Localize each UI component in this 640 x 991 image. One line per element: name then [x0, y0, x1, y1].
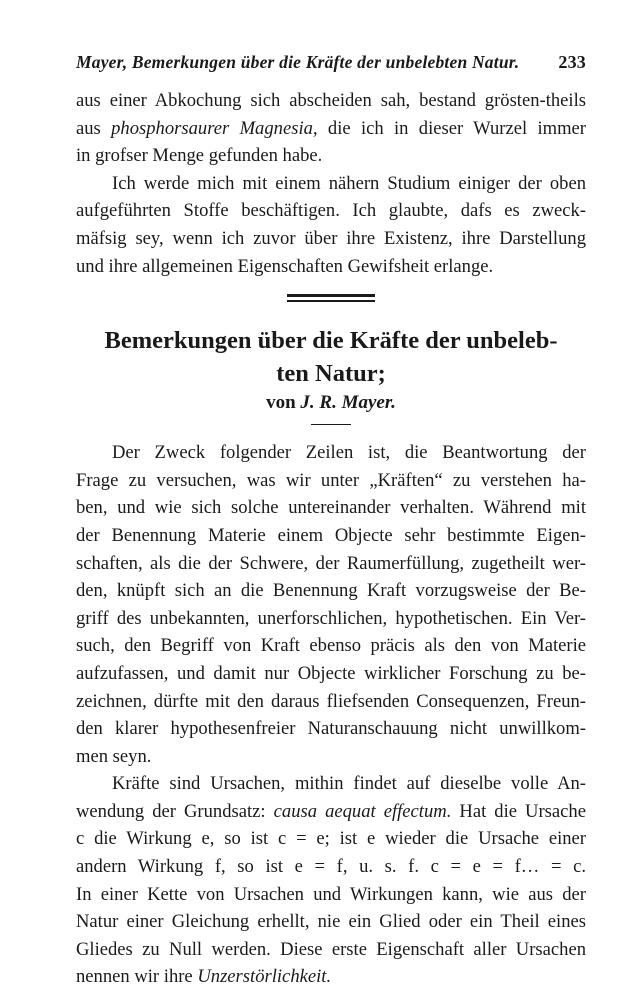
text-line: der Benennung Materie einem Objecte sehr bestimmte Eigen- — [76, 524, 586, 546]
text-line — [76, 963, 586, 991]
text-fragment: Hat die Ursache — [459, 800, 586, 822]
text-line: Kräfte sind Ursachen, mithin findet auf dieselbe volle An- — [112, 773, 586, 795]
section-divider — [287, 294, 375, 302]
article-author — [76, 392, 586, 414]
paragraph-intent — [76, 170, 586, 280]
text-line: Frage zu versuchen, was wir unter „Kräften“ zu verstehen ha- — [76, 469, 586, 491]
text-line: Gliedes zu Null werden. Diese erste Eigenschaft aller Ursachen — [76, 938, 586, 960]
text-line: aufgeführten Stoffe beschäftigen. Ich glaubte, dafs es zweck- — [76, 200, 586, 222]
text-line: Ich werde mich mit einem nähern Studium einiger der oben — [112, 172, 586, 194]
running-head — [76, 52, 586, 73]
text-line: In einer Kette von Ursachen und Wirkungen kann, wie aus der — [76, 883, 586, 905]
page-number: 233 — [558, 52, 586, 72]
running-title: Mayer, Bemerkungen über die Kräfte der unbelebten Natur. — [76, 52, 520, 72]
author-divider — [311, 424, 351, 425]
text-line: Natur einer Gleichung erhellt, nie ein Glied oder ein Theil eines — [76, 911, 586, 933]
text-fragment: wendung der Grundsatz: — [76, 800, 266, 822]
text-line: schaften, als die der Schwere, der Raumerfüllung, zugetheilt wer- — [76, 552, 586, 574]
text-line: aufzufassen, und damit nur Objecte wirklicher Forschung zu be- — [76, 662, 586, 684]
text-line: und ihre allgemeinen Eigenschaften Gewifsheit erlange. — [76, 255, 494, 277]
italic-term: phosphorsaurer Magnesia, — [111, 117, 318, 139]
text-line: such, den Begriff von Kraft ebenso präcis als den von Materie — [76, 635, 586, 657]
italic-term: Unzerstörlichkeit. — [197, 966, 332, 988]
text-line: Der Zweck folgender Zeilen ist, die Beantwortung der — [112, 442, 586, 464]
paragraph-continued — [76, 87, 586, 170]
text-line: aus phosphorsaurer Magnesia, die ich in dieser Wurzel immer — [76, 117, 586, 139]
title-line-2: ten Natur; — [276, 360, 386, 388]
latin-maxim: causa aequat effectum. — [273, 800, 452, 822]
paragraph-causes — [76, 770, 586, 991]
text-line: andern Wirkung f, so ist e = f, u. s. f. c = e = f… = c. — [76, 856, 586, 878]
text-line: c die Wirkung e, so ist c = e; ist e wieder die Ursache einer — [76, 828, 586, 850]
text-line: in grofser Menge gefunden habe. — [76, 145, 323, 167]
text-line — [76, 798, 586, 826]
text-line: griff des unbekannten, unerforschlichen, hypothetischen. Ein Ver- — [76, 607, 586, 629]
title-line-1: Bemerkungen über die Kräfte der unbeleb- — [104, 327, 558, 355]
author-prefix: von — [266, 392, 296, 414]
text-fragment: nennen wir ihre — [76, 966, 193, 988]
text-line: mäfsig sey, wenn ich zuvor über ihre Existenz, ihre Darstellung — [76, 227, 586, 249]
text-line: den klarer hypothesenfreier Naturanschauung nicht unwillkom- — [76, 718, 586, 740]
text-line: ben, und wie sich solche untereinander verhalten. Während mit — [76, 497, 586, 519]
article-title — [76, 324, 586, 390]
paragraph-purpose — [76, 439, 586, 770]
text-line: zeichnen, dürfte mit den daraus fliefsenden Consequenzen, Freun- — [76, 690, 586, 712]
author-name: J. R. Mayer. — [300, 392, 396, 414]
text-line: den, knüpft sich an die Benennung Kraft vorzugsweise der Be- — [76, 580, 586, 602]
text-line: men seyn. — [76, 745, 152, 767]
text-line: aus einer Abkochung sich abscheiden sah, bestand grösten-theils — [76, 90, 586, 111]
